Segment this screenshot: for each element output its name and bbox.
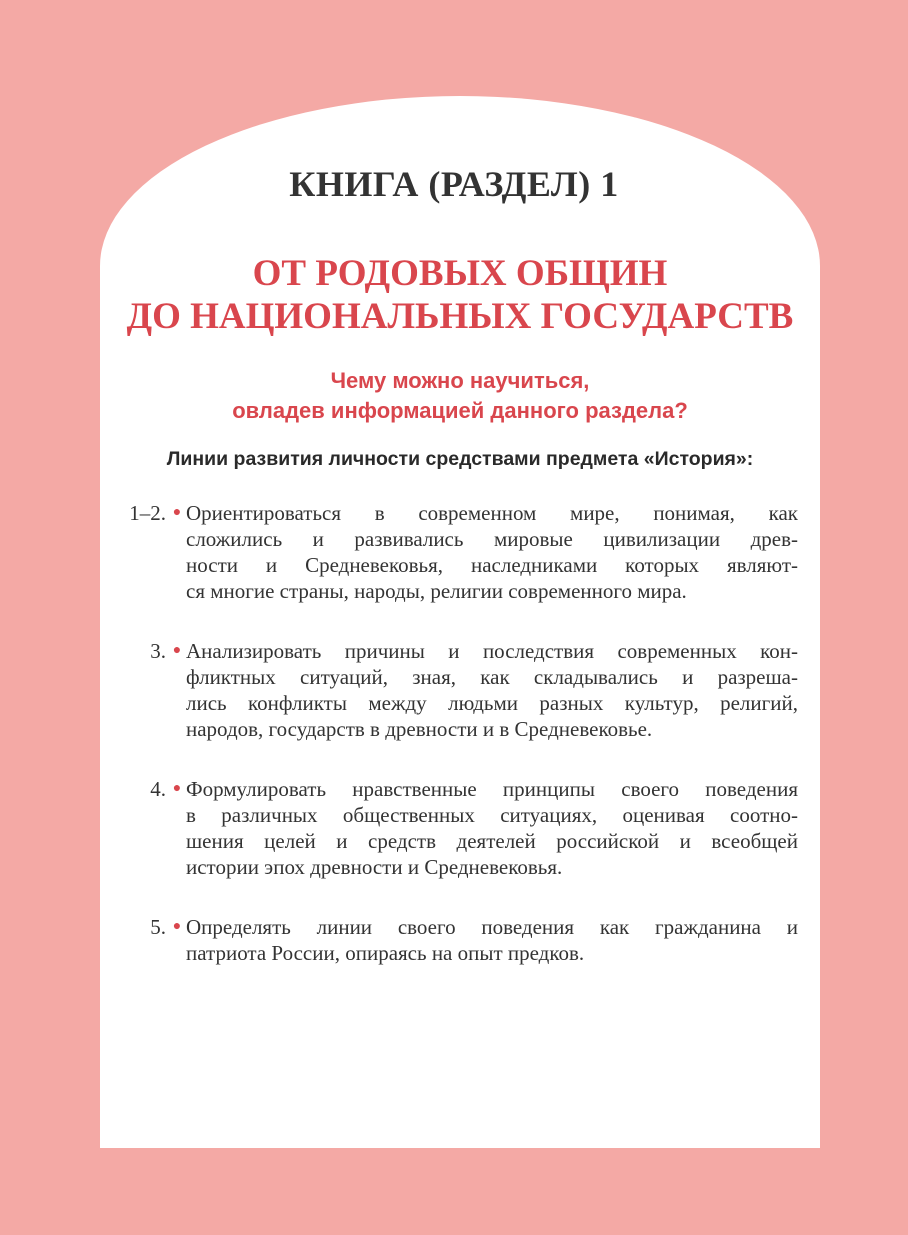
item-text <box>186 638 798 742</box>
item-line: фликтных ситуаций, зная, как складывались и разреша- <box>186 665 798 689</box>
item-line: патриота России, опираясь на опыт предков. <box>186 941 585 965</box>
learning-goals-list <box>118 500 798 1000</box>
item-line: сложились и развивались мировые цивилизации древ- <box>186 527 798 551</box>
bullet-icon: ● <box>172 643 182 658</box>
item-line: ности и Средневековья, наследниками которых являют- <box>186 553 798 577</box>
item-number: 4. <box>150 777 166 801</box>
item-line: лись конфликты между людьми разных культур, религий, <box>186 691 798 715</box>
section-title-line-2: ДО НАЦИОНАЛЬНЫХ ГОСУДАРСТВ <box>126 296 794 337</box>
item-number: 3. <box>150 639 166 663</box>
item-line: Анализировать причины и последствия современных кон- <box>186 639 798 663</box>
section-title <box>100 252 820 338</box>
item-line: Формулировать нравственные принципы своего поведения <box>186 777 798 801</box>
item-number: 5. <box>150 915 166 939</box>
section-title-line-1: ОТ РОДОВЫХ ОБЩИН <box>252 253 668 294</box>
item-line: шения целей и средств деятелей российской и всеобщей <box>186 829 798 853</box>
subheading: Линии развития личности средствами предмета «История»: <box>166 448 754 470</box>
list-item <box>118 914 798 966</box>
bullet-icon: ● <box>172 781 182 796</box>
book-title: КНИГА (РАЗДЕЛ) 1 <box>289 164 619 204</box>
item-line: народов, государств в древности и в Средневековье. <box>186 717 653 741</box>
item-text <box>186 500 798 604</box>
item-line: Ориентироваться в современном мире, понимая, как <box>186 501 798 525</box>
list-item <box>118 638 798 742</box>
item-line: истории эпох древности и Средневековья. <box>186 855 563 879</box>
bullet-icon: ● <box>172 505 182 520</box>
item-line: в различных общественных ситуациях, оценивая соотно- <box>186 803 798 827</box>
bullet-icon: ● <box>172 919 182 934</box>
item-text <box>186 776 798 880</box>
item-number: 1–2. <box>129 501 166 525</box>
question-line-1: Чему можно научиться, <box>330 368 590 393</box>
item-line: ся многие страны, народы, религии современного мира. <box>186 579 687 603</box>
section-question <box>100 366 820 426</box>
question-line-2: овладев информацией данного раздела? <box>232 398 688 423</box>
list-item <box>118 500 798 604</box>
item-text <box>186 914 798 966</box>
item-line: Определять линии своего поведения как гражданина и <box>186 915 798 939</box>
list-item <box>118 776 798 880</box>
